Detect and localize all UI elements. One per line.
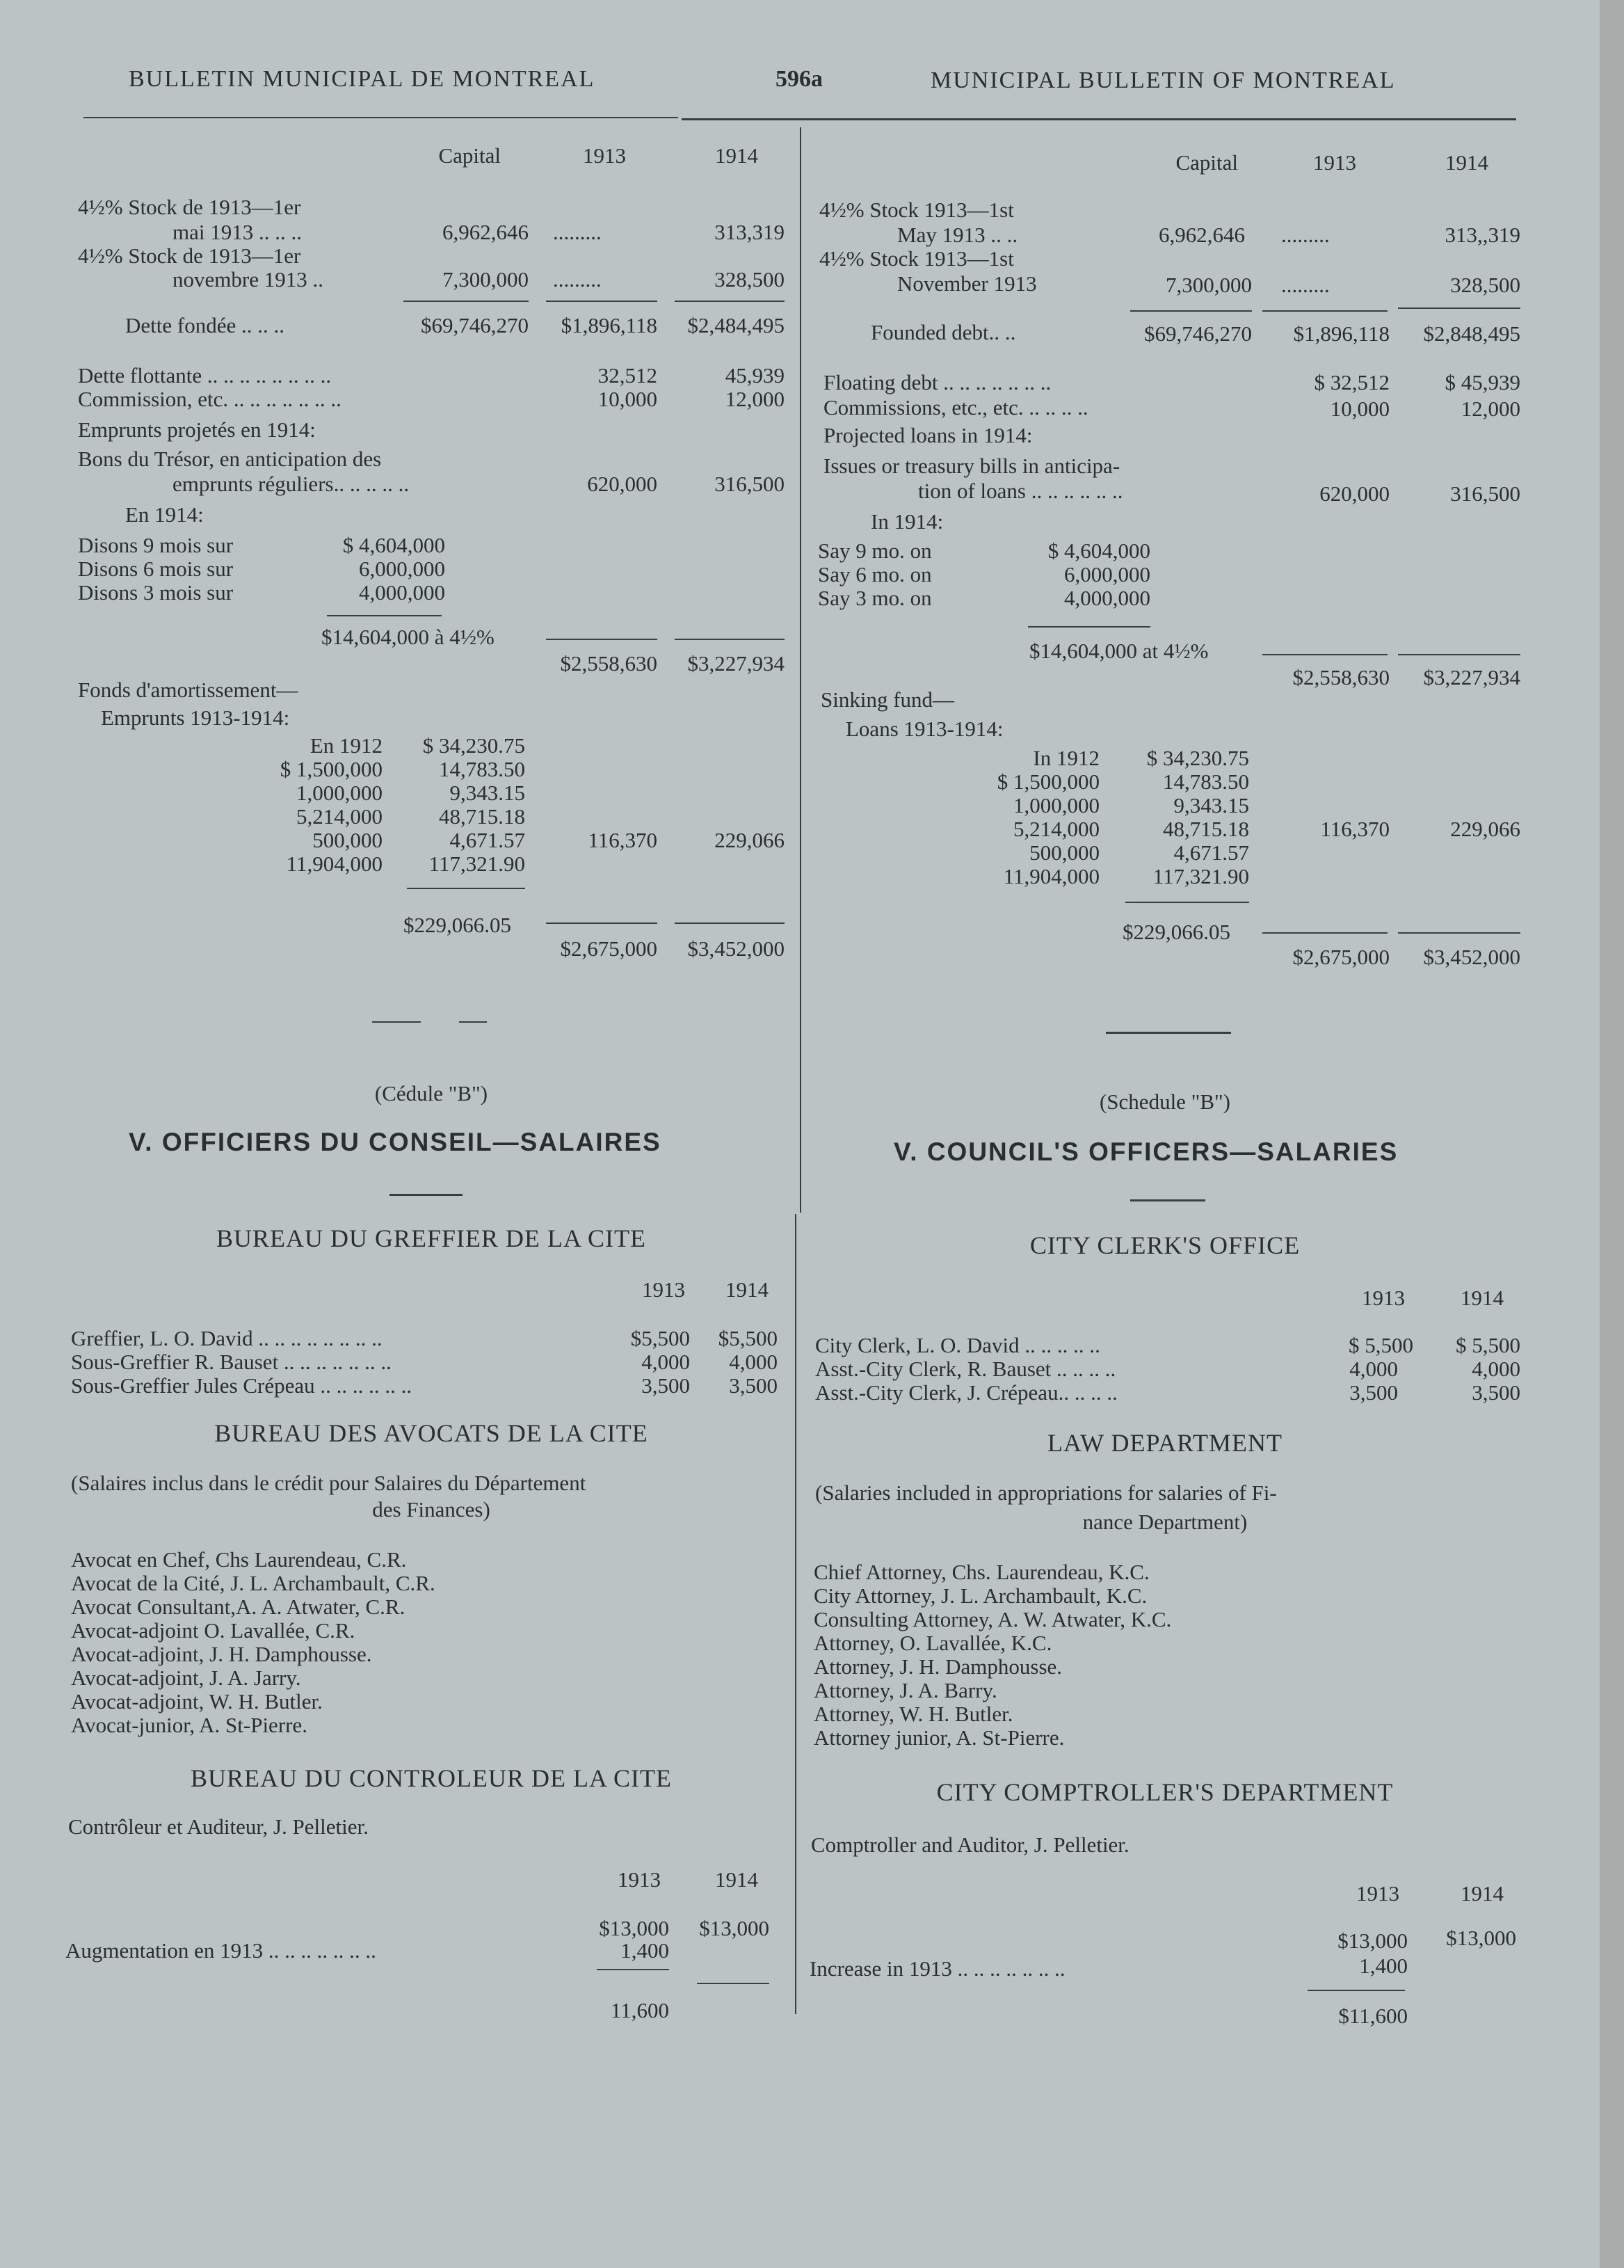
- en-funded-label: Founded debt.. ..: [871, 320, 1016, 344]
- en-funded-1913: $1,896,118: [1293, 321, 1390, 346]
- en-law-row: Chief Attorney, Chs. Laurendeau, K.C.: [814, 1560, 1150, 1584]
- en-clerk-row: Asst.-City Clerk, R. Bauset .. .. .. ..: [815, 1357, 1116, 1381]
- en-say-amount: 4,000,000: [1064, 586, 1150, 610]
- en-schedule: (Schedule "B"): [1099, 1089, 1230, 1114]
- en-floating-label: Floating debt .. .. .. .. .. .. ..: [823, 370, 1052, 394]
- fr-sinking-a: En 1912: [309, 733, 383, 758]
- fr-sinking-1914: 229,066: [714, 828, 785, 852]
- en-clerk-row-1913: 4,000: [1349, 1357, 1398, 1381]
- en-rule: [1262, 310, 1388, 312]
- fr-rule: [675, 923, 785, 924]
- en-rule: [1125, 902, 1249, 903]
- en-clerk-1913: 1913: [1362, 1286, 1405, 1310]
- en-floating-1913: $ 32,512: [1314, 370, 1390, 394]
- en-subtotal-1914: $3,227,934: [1423, 665, 1520, 689]
- fr-clerk-heading: BUREAU DU GREFFIER DE LA CITE: [216, 1224, 646, 1252]
- en-rule: [1262, 654, 1388, 655]
- fr-section-title: V. OFFICIERS DU CONSEIL—SALAIRES: [129, 1128, 661, 1156]
- en-stock2-1914: 328,500: [1450, 273, 1520, 297]
- fr-sinking-a: 5,214,000: [296, 804, 383, 829]
- en-clerk-row: City Clerk, L. O. David .. .. .. .. ..: [815, 1333, 1100, 1357]
- en-law-row: Attorney, W. H. Butler.: [814, 1702, 1013, 1726]
- en-bons-line2: tion of loans .. .. .. .. .. ..: [918, 479, 1123, 503]
- fr-disons-total: $14,604,000 à 4½%: [321, 625, 495, 649]
- en-say-label: Say 3 mo. on: [818, 586, 932, 610]
- fr-en1914: En 1914:: [125, 502, 204, 527]
- fr-comp-increase: 1,400: [620, 1938, 669, 1963]
- fr-comp-total: 11,600: [610, 1998, 669, 2022]
- fr-sinking-b: 4,671.57: [449, 828, 525, 852]
- en-sinking-b: 9,343.15: [1173, 793, 1249, 817]
- en-rule: [1308, 1990, 1405, 1991]
- en-section-title: V. COUNCIL'S OFFICERS—SALARIES: [894, 1137, 1399, 1166]
- fr-ornament-rule: [459, 1021, 487, 1023]
- en-sinking-a: 500,000: [1029, 840, 1100, 865]
- column-divider-top: [800, 127, 801, 1213]
- en-bons-line1: Issues or treasury bills in anticipa-: [823, 454, 1120, 478]
- en-law-row: Attorney junior, A. St-Pierre.: [814, 1725, 1065, 1750]
- fr-disons-amount: 6,000,000: [359, 557, 445, 581]
- fr-sinking-a: $ 1,500,000: [280, 757, 383, 781]
- en-sinking-a: 11,904,000: [1003, 864, 1100, 888]
- fr-stock2-line1: 4½% Stock de 1913—1er: [78, 243, 301, 268]
- fr-disons-label: Disons 9 mois sur: [78, 533, 234, 557]
- fr-clerk-row-1914: $5,500: [718, 1326, 778, 1350]
- fr-stock1-dots: .........: [553, 220, 602, 244]
- en-comp-1913: 1913: [1356, 1881, 1399, 1906]
- fr-clerk-row: Sous-Greffier Jules Crépeau .. .. .. .. .. ..: [71, 1373, 412, 1398]
- en-rule: [1398, 308, 1520, 309]
- fr-sinking-b: 9,343.15: [449, 781, 525, 805]
- fr-stock2-dots: .........: [553, 267, 602, 292]
- fr-sinking-a: 500,000: [312, 828, 383, 852]
- header-rule-right: [682, 118, 1516, 120]
- fr-floating-1914: 45,939: [725, 363, 785, 388]
- en-sinking-1914: 229,066: [1450, 817, 1520, 841]
- fr-comp-base-1913: $13,000: [599, 1916, 669, 1940]
- fr-clerk-row: Greffier, L. O. David .. .. .. .. .. .. .. ..: [71, 1326, 383, 1350]
- fr-comp-label: Augmentation en 1913 .. .. .. .. .. .. ..: [65, 1938, 376, 1963]
- fr-rule: [597, 1969, 669, 1970]
- header-rule-left: [83, 117, 678, 118]
- en-comp-1914: 1914: [1461, 1881, 1504, 1906]
- fr-law-row: Avocat-junior, A. St-Pierre.: [71, 1713, 307, 1737]
- fr-comptroller-name: Contrôleur et Auditeur, J. Pelletier.: [68, 1814, 369, 1839]
- en-law-row: Attorney, O. Lavallée, K.C.: [814, 1631, 1052, 1655]
- fr-law-heading: BUREAU DES AVOCATS DE LA CITE: [214, 1419, 648, 1447]
- en-stock1-line1: 4½% Stock 1913—1st: [819, 198, 1014, 222]
- fr-law-row: Avocat-adjoint O. Lavallée, C.R.: [71, 1618, 355, 1643]
- en-say-label: Say 9 mo. on: [818, 538, 932, 563]
- en-clerk-row-1913: $ 5,500: [1349, 1333, 1413, 1357]
- fr-stock1-capital: 6,962,646: [442, 220, 529, 244]
- en-floating-1914: $ 45,939: [1445, 370, 1520, 394]
- en-en1914: In 1914:: [871, 509, 944, 534]
- en-comp-base-1913: $13,000: [1337, 1928, 1408, 1953]
- fr-clerk-1913: 1913: [642, 1277, 685, 1302]
- fr-funded-label: Dette fondée .. .. ..: [125, 313, 284, 337]
- fr-clerk-row: Sous-Greffier R. Bauset .. .. .. .. .. .. ..: [71, 1350, 392, 1374]
- header-right: MUNICIPAL BULLETIN OF MONTREAL: [931, 67, 1396, 93]
- page-edge: [1600, 0, 1624, 2268]
- fr-law-row: Avocat de la Cité, J. L. Archambault, C.R.: [71, 1571, 435, 1595]
- fr-comp-1914: 1914: [715, 1867, 758, 1892]
- fr-law-row: Avocat-adjoint, J. H. Damphousse.: [71, 1642, 372, 1666]
- header-left: BULLETIN MUNICIPAL DE MONTREAL: [129, 66, 595, 92]
- fr-law-row: Avocat-adjoint, W. H. Butler.: [71, 1689, 323, 1714]
- fr-bons-1914: 316,500: [714, 472, 785, 496]
- en-ornament-rule: [1106, 1032, 1231, 1034]
- en-rule: [1398, 932, 1520, 934]
- en-comp-base-1914: $13,000: [1446, 1926, 1516, 1950]
- en-rule: [1028, 626, 1150, 628]
- en-clerk-heading: CITY CLERK'S OFFICE: [1029, 1231, 1301, 1259]
- en-comptroller-name: Comptroller and Auditor, J. Pelletier.: [811, 1832, 1129, 1857]
- fr-stock2-capital: 7,300,000: [442, 267, 529, 292]
- fr-subtotal-1914: $3,227,934: [687, 651, 785, 676]
- en-comp-total: $11,600: [1338, 2004, 1408, 2028]
- en-stock1-capital: 6,962,646: [1159, 223, 1245, 247]
- fr-rule: [546, 301, 657, 302]
- fr-sinking-b: 117,321.90: [428, 852, 525, 876]
- fr-stock1-1914: 313,319: [714, 220, 785, 244]
- fr-bons-line2: emprunts réguliers.. .. .. .. ..: [172, 472, 410, 496]
- en-clerk-row-1914: $ 5,500: [1456, 1333, 1520, 1357]
- en-comp-label: Increase in 1913 .. .. .. .. .. .. ..: [810, 1956, 1066, 1981]
- en-commission-1913: 10,000: [1330, 397, 1390, 421]
- fr-law-row: Avocat-adjoint, J. A. Jarry.: [71, 1666, 301, 1690]
- en-sinking-a: $ 1,500,000: [997, 769, 1100, 794]
- fr-total-1913: $2,675,000: [560, 936, 657, 961]
- fr-rule: [546, 923, 657, 924]
- fr-rule: [675, 301, 785, 302]
- page-number: 596a: [775, 66, 823, 92]
- en-sinking-a: 1,000,000: [1013, 793, 1100, 817]
- fr-comp-1913: 1913: [618, 1867, 661, 1892]
- fr-clerk-1914: 1914: [725, 1277, 769, 1302]
- en-law-row: Attorney, J. A. Barry.: [814, 1678, 997, 1702]
- en-stock2-line2: November 1913: [897, 271, 1037, 296]
- fr-sinking-b: 14,783.50: [439, 757, 525, 781]
- fr-disons-amount: $ 4,604,000: [342, 533, 445, 557]
- fr-schedule: (Cédule "B"): [374, 1081, 488, 1105]
- column-divider-bottom: [795, 1214, 796, 2014]
- en-say-label: Say 6 mo. on: [818, 562, 932, 586]
- fr-comp-base-1914: $13,000: [699, 1916, 769, 1940]
- en-title-rule: [1130, 1199, 1205, 1201]
- en-commission-1914: 12,000: [1461, 397, 1520, 421]
- en-sinking-1913: 116,370: [1320, 817, 1390, 841]
- en-sinking: Sinking fund—: [821, 687, 955, 712]
- fr-col-capital: Capital: [438, 143, 501, 168]
- en-rule: [1130, 310, 1252, 312]
- en-bons-1914: 316,500: [1450, 481, 1520, 506]
- en-funded-capital: $69,746,270: [1144, 321, 1252, 346]
- en-sinking-b: 4,671.57: [1173, 840, 1249, 865]
- fr-disons-label: Disons 3 mois sur: [78, 580, 234, 605]
- fr-sinking-1913: 116,370: [588, 828, 657, 852]
- fr-law-note1: (Salaires inclus dans le crédit pour Salaires du Département: [71, 1471, 586, 1495]
- fr-commission-1913: 10,000: [597, 387, 657, 411]
- en-clerk-1914: 1914: [1461, 1286, 1504, 1310]
- en-col-capital: Capital: [1175, 150, 1238, 175]
- en-law-heading: LAW DEPARTMENT: [1047, 1429, 1283, 1457]
- en-stock1-dots: .........: [1281, 223, 1330, 247]
- fr-rule: [546, 639, 657, 640]
- en-stock2-capital: 7,300,000: [1166, 273, 1252, 297]
- fr-commission-label: Commission, etc. .. .. .. .. .. .. ..: [78, 387, 341, 411]
- en-clerk-row: Asst.-City Clerk, J. Crépeau.. .. .. ..: [815, 1380, 1118, 1405]
- en-clerk-row-1914: 4,000: [1472, 1357, 1520, 1381]
- fr-stock2-line2: novembre 1913 ..: [172, 267, 323, 292]
- en-stock1-1914: 313,,319: [1445, 223, 1520, 247]
- en-commission-label: Commissions, etc., etc. .. .. .. ..: [823, 395, 1088, 420]
- fr-total-1914: $3,452,000: [687, 936, 785, 961]
- fr-law-row: Avocat Consultant,A. A. Atwater, C.R.: [71, 1595, 405, 1619]
- fr-clerk-row-1913: 3,500: [641, 1373, 690, 1398]
- en-law-row: Consulting Attorney, A. W. Atwater, K.C.: [814, 1607, 1172, 1631]
- fr-funded-1914: $2,484,495: [687, 313, 785, 337]
- en-say-amount: $ 4,604,000: [1047, 538, 1150, 563]
- fr-sinking-a: 1,000,000: [296, 781, 383, 805]
- fr-loans: Emprunts 1913-1914:: [101, 705, 290, 730]
- fr-disons-amount: 4,000,000: [359, 580, 445, 605]
- fr-sinking: Fonds d'amortissement—: [78, 678, 298, 702]
- en-sinking-b: 117,321.90: [1152, 864, 1249, 888]
- en-clerk-row-1914: 3,500: [1472, 1380, 1520, 1405]
- en-law-row: City Attorney, J. L. Archambault, K.C.: [814, 1583, 1148, 1608]
- en-comp-increase: 1,400: [1359, 1954, 1408, 1978]
- fr-clerk-row-1913: 4,000: [641, 1350, 690, 1374]
- fr-funded-capital: $69,746,270: [421, 313, 529, 337]
- en-stock1-line2: May 1913 .. ..: [897, 223, 1018, 247]
- fr-rule: [403, 301, 529, 302]
- fr-funded-1913: $1,896,118: [561, 313, 657, 337]
- en-sinking-b: 48,715.18: [1163, 817, 1249, 841]
- en-law-note1: (Salaries included in appropriations for salaries of Fi-: [815, 1480, 1277, 1505]
- fr-commission-1914: 12,000: [725, 387, 785, 411]
- en-total-1913: $2,675,000: [1292, 945, 1390, 969]
- en-col-1914: 1914: [1445, 150, 1488, 175]
- en-projected: Projected loans in 1914:: [823, 423, 1033, 447]
- en-total-1914: $3,452,000: [1423, 945, 1520, 969]
- en-comptroller-heading: CITY COMPTROLLER'S DEPARTMENT: [936, 1778, 1394, 1806]
- fr-law-note2: des Finances): [372, 1497, 490, 1522]
- en-clerk-row-1913: 3,500: [1349, 1380, 1398, 1405]
- fr-clerk-row-1914: 4,000: [729, 1350, 778, 1374]
- fr-rule: [407, 888, 525, 889]
- fr-rule: [697, 1983, 769, 1984]
- en-col-1913: 1913: [1313, 150, 1356, 175]
- fr-stock1-line1: 4½% Stock de 1913—1er: [78, 195, 301, 219]
- en-loans: Loans 1913-1914:: [846, 717, 1004, 741]
- fr-projected: Emprunts projetés en 1914:: [78, 417, 316, 442]
- en-rule: [1262, 932, 1388, 934]
- en-bons-1913: 620,000: [1319, 481, 1390, 506]
- fr-rule: [675, 639, 785, 640]
- en-stock2-line1: 4½% Stock 1913—1st: [819, 246, 1014, 271]
- fr-ornament-rule: [372, 1021, 421, 1023]
- fr-sinking-total: $229,066.05: [403, 913, 511, 937]
- fr-bons-1913: 620,000: [587, 472, 657, 496]
- fr-title-rule: [389, 1194, 463, 1196]
- fr-sinking-b: 48,715.18: [439, 804, 525, 829]
- fr-rule: [327, 615, 442, 616]
- fr-clerk-row-1914: 3,500: [729, 1373, 778, 1398]
- fr-subtotal-1913: $2,558,630: [560, 651, 657, 676]
- en-subtotal-1913: $2,558,630: [1292, 665, 1390, 689]
- en-say-total: $14,604,000 at 4½%: [1029, 639, 1209, 663]
- fr-sinking-a: 11,904,000: [286, 852, 383, 876]
- fr-floating-1913: 32,512: [597, 363, 657, 388]
- en-stock2-dots: .........: [1281, 273, 1330, 297]
- fr-stock2-1914: 328,500: [714, 267, 785, 292]
- fr-col-1913: 1913: [583, 143, 626, 168]
- en-rule: [1398, 654, 1520, 655]
- en-sinking-b: 14,783.50: [1163, 769, 1249, 794]
- fr-disons-label: Disons 6 mois sur: [78, 557, 234, 581]
- fr-law-row: Avocat en Chef, Chs Laurendeau, C.R.: [71, 1547, 407, 1572]
- fr-col-1914: 1914: [715, 143, 758, 168]
- fr-stock1-line2: mai 1913 .. .. ..: [172, 220, 302, 244]
- fr-floating-label: Dette flottante .. .. .. .. .. .. .. ..: [78, 363, 332, 388]
- fr-comptroller-heading: BUREAU DU CONTROLEUR DE LA CITE: [191, 1764, 672, 1792]
- en-law-note2: nance Department): [1082, 1510, 1248, 1534]
- fr-clerk-row-1913: $5,500: [630, 1326, 690, 1350]
- en-funded-1914: $2,848,495: [1423, 321, 1520, 346]
- fr-sinking-b: $ 34,230.75: [422, 733, 525, 758]
- fr-bons-line1: Bons du Trésor, en anticipation des: [78, 447, 382, 471]
- en-law-row: Attorney, J. H. Damphousse.: [814, 1654, 1063, 1679]
- en-sinking-a: In 1912: [1033, 746, 1100, 770]
- en-say-amount: 6,000,000: [1064, 562, 1150, 586]
- en-sinking-a: 5,214,000: [1013, 817, 1100, 841]
- en-sinking-b: $ 34,230.75: [1146, 746, 1249, 770]
- en-sinking-total: $229,066.05: [1123, 920, 1230, 944]
